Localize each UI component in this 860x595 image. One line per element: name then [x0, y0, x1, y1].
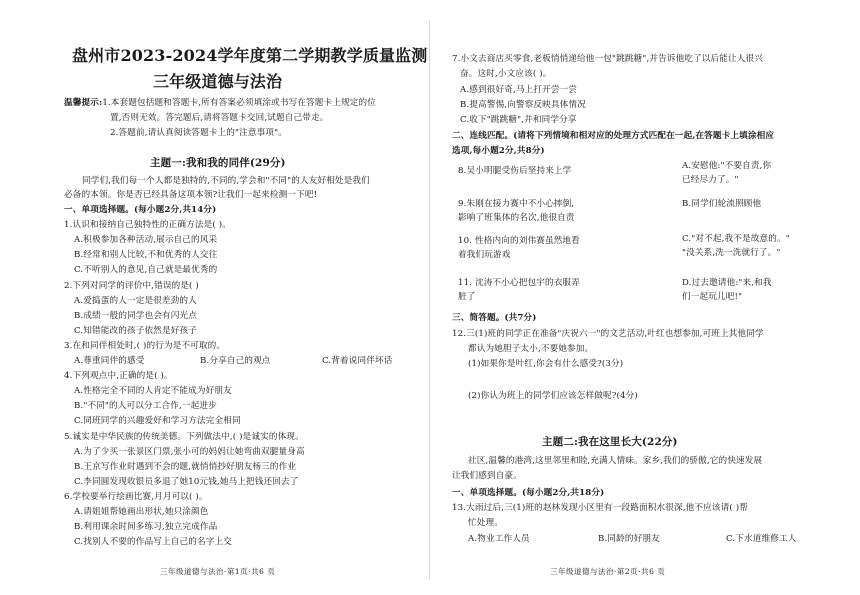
q7-stem-2: 奋。这时,小文应该( )。 — [460, 69, 552, 79]
match-right-a-line-2: 已经尽力了。" — [682, 175, 739, 185]
theme-1-intro-1: 同学们,我们每一个人都是独特的,不同的,学会和"不同"的人友好相处是我们 — [82, 176, 370, 186]
q7-stem-1: 7.小文去商店买零食,老板悄悄递给他一包"跳跳糖",并告诉他吃了以后能让人很兴 — [452, 54, 764, 64]
theme-2-intro-2: 让我们感到自豪。 — [452, 471, 522, 481]
q2-option-a: A.爱捣蛋的人一定是很差劲的人 — [74, 296, 197, 306]
match-left-11-line-2: 脏了 — [458, 292, 476, 302]
match-left-9-line-1: 9.朱刚在接力赛中不小心摔倒, — [458, 199, 575, 209]
theme-2-intro-1: 社区,温馨的港湾,这里邻里和睦,充满人情味。家乡,我们的骄傲,它的快速发展 — [468, 456, 763, 466]
q2-option-b: B.成绩一般的同学也会有闪光点 — [74, 311, 198, 321]
match-right-d-line-1: D.过去邀请他:"来,和我 — [682, 278, 772, 288]
q1-option-b: B.经常和别人比较,不和优秀的人交往 — [74, 250, 218, 260]
tips-line-3: 2.答题前,请认真阅读答题卡上的"注意事项"。 — [110, 128, 287, 138]
q12-stem-1: 12.三(1)班的同学正在准备"庆祝六一"的文艺活动,叶红也想参加,可班上其他同学 — [452, 329, 764, 339]
match-left-9-line-2: 影响了班集体的名次,他很自责 — [458, 213, 575, 223]
q4-option-a: A.性格完全不同的人肯定不能成为好朋友 — [74, 386, 232, 396]
tips-line-1 — [64, 98, 376, 109]
match-left-11-line-1: 11. 沈涛不小心把包宇的衣服弄 — [458, 278, 580, 288]
q4-option-b: B."不同"的人可以分工合作,一起进步 — [74, 401, 217, 411]
q3-option-b: B.分享自己的观点 — [200, 356, 271, 366]
q4-option-c: C.同班同学的兴趣爱好和学习方法完全相同 — [74, 416, 241, 426]
section-2-title-1: 二、连线匹配。(请将下列情境和相对应的处理方式匹配在一起,在答题卡上填涂相应 — [452, 131, 775, 141]
right-page — [430, 0, 860, 595]
q6-option-a: A.请姐姐帮她画出形状,她只涂颜色 — [74, 507, 209, 517]
q3-option-a: A.尊重同伴的感受 — [74, 356, 145, 366]
q13-stem-1: 13.大雨过后,三(1)班的赵林发现小区里有一段路面积水很深,他不应该请( )帮 — [452, 503, 748, 513]
q4-stem: 4.下列观点中,正确的是( )。 — [64, 371, 173, 381]
match-left-10-line-1: 10. 性格内向的刘伟赛虽然地看 — [458, 236, 580, 246]
q5-option-b: B.王京写作业时遇到不会的题,就悄悄抄好朋友杨三的作业 — [74, 462, 297, 472]
q6-option-c: C.找别人不要的作品写上自己的名字上交 — [74, 537, 232, 547]
q5-stem: 5.诚实是中华民族的传统美德。下列做法中,( )是诚实的体现。 — [64, 432, 304, 442]
q7-option-b: B.提高警惕,向警察反映具体情况 — [460, 100, 586, 110]
page-2-footer: 三年级道德与法治·第2页·共6 页 — [550, 567, 666, 576]
match-right-c-line-1: C."对不起,我不是故意的。" — [682, 234, 790, 244]
match-left-8-line-1: 8.吴小明腿受伤后坚持来上学 — [458, 166, 572, 176]
q6-option-b: B.利用课余时间多练习,独立完成作品 — [74, 522, 218, 532]
q6-stem: 6.学校要举行绘画比赛,月月可以( )。 — [64, 492, 208, 502]
theme-2-title: 主题二:我在这里长大(22分) — [542, 436, 678, 448]
q3-option-c: C.背着说同伴坏话 — [322, 356, 393, 366]
q5-option-c: C.李同圆发现收银员多退了她10元钱,她马上把钱还回去了 — [74, 477, 299, 487]
q12-sub-1: (1)如果你是叶红,你会有什么感受?(3分) — [468, 359, 624, 369]
match-right-a-line-1: A.安慰他:"不要自责,你 — [682, 161, 772, 171]
q1-option-c: C.不听别人的意见,自己就是最优秀的 — [74, 265, 218, 275]
section-2-title-2: 选项,每小题2分,共8分) — [452, 146, 545, 156]
theme-1-intro-2: 必备的本领。你是否已经具备这项本领?让我们一起来检测一下吧! — [64, 190, 318, 200]
exam-title: 盘州市2023-2024学年度第二学期教学质量监测 — [72, 46, 428, 65]
page-1-footer: 三年级道德与法治·第1页·共6 页 — [160, 567, 276, 576]
q13-option-a: A.物业工作人员 — [468, 534, 530, 544]
q13-stem-2: 忙处理。 — [468, 518, 503, 528]
tips-line-2: 置,否则无效。答完题后,请将答题卡交回,试题自己带走。 — [110, 113, 329, 123]
tips-label: 温馨提示: — [64, 98, 103, 108]
match-right-b-line-1: B.同学们轮流照顾他 — [682, 199, 762, 209]
q13-option-c: C.下水道维修工人 — [726, 534, 797, 544]
q3-stem: 3.在和同伴相处时,( )的行为是不可取的。 — [64, 341, 226, 351]
match-right-d-line-2: 们一起玩儿吧!" — [682, 292, 743, 302]
q5-option-a: A.为了少买一张景区门票,张小可的妈妈让她弯曲双腿量身高 — [74, 447, 305, 457]
match-left-10-line-2: 着我们玩游戏 — [458, 250, 511, 260]
q12-stem-2: 都认为她胆子太小,不要她参加。 — [468, 344, 594, 354]
q13-option-b: B.同龄的好朋友 — [598, 534, 660, 544]
q7-option-a: A.感到很好奇,马上打开尝一尝 — [460, 85, 578, 95]
tips-text-1: 1.本套题包括题和答题卡,所有答案必须填涂或书写在答题卡上规定的位 — [102, 98, 377, 108]
q1-stem: 1.认识和接纳自己独特性的正确方法是( )。 — [64, 220, 232, 230]
match-right-c-line-2: "没关系,洗一洗就行了。" — [682, 248, 781, 258]
q2-stem: 2.下列对同学的评价中,错误的是( ) — [64, 281, 199, 291]
theme-2-section-1-title: 一、单项选择题。(每小题2分,共18分) — [452, 488, 605, 498]
q12-sub-2: (2)你认为班上的同学们应该怎样做呢?(4分) — [468, 391, 638, 401]
q2-option-c: C.知错能改的孩子依然是好孩子 — [74, 326, 197, 336]
q1-option-a: A.积极参加各种活动,展示自己的风采 — [74, 235, 218, 245]
section-3-title: 三、简答题。(共7分) — [452, 313, 537, 323]
exam-subtitle: 三年级道德与法治 — [153, 72, 283, 91]
section-1-title: 一、单项选择题。(每小题2分,共14分) — [64, 205, 217, 215]
theme-1-title: 主题一:我和我的同伴(29分) — [150, 157, 286, 169]
q7-option-c: C.收下"跳跳糖",并和同学分享 — [460, 115, 577, 125]
